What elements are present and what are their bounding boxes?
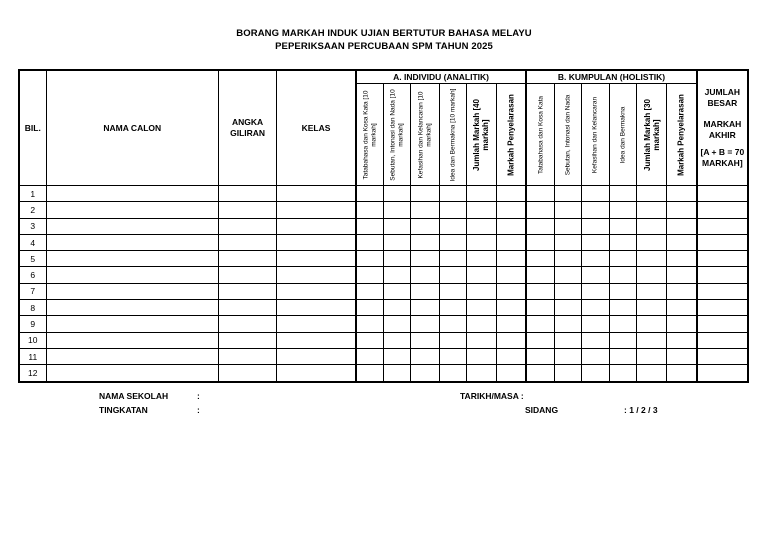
entry-cell[interactable] <box>46 202 218 218</box>
header-b-kefasihan: Kefasihan dan Kelancaran <box>581 84 609 186</box>
entry-cell[interactable] <box>277 218 356 234</box>
entry-cell[interactable] <box>411 365 439 382</box>
table-row <box>19 332 748 348</box>
entry-cell[interactable] <box>581 251 609 267</box>
sidang-label: SIDANG <box>525 405 559 415</box>
tingkatan-colon: : <box>197 405 200 415</box>
entry-cell[interactable] <box>554 348 581 364</box>
entry-cell[interactable] <box>554 218 581 234</box>
entry-cell[interactable] <box>496 202 526 218</box>
entry-cell[interactable] <box>554 186 581 202</box>
entry-cell[interactable] <box>439 186 466 202</box>
entry-cell[interactable] <box>637 234 667 250</box>
entry-cell[interactable] <box>609 316 636 332</box>
entry-cell[interactable] <box>219 202 277 218</box>
header-angka-giliran: ANGKA GILIRAN <box>219 70 277 186</box>
entry-cell[interactable] <box>466 283 496 299</box>
entry-cell[interactable] <box>637 365 667 382</box>
header-a-tatabahasa: Tatabahasa dan Kosa Kata [10 markah] <box>356 84 384 186</box>
entry-cell[interactable] <box>496 348 526 364</box>
entry-cell[interactable] <box>356 348 384 364</box>
entry-cell[interactable] <box>219 251 277 267</box>
entry-cell[interactable] <box>411 218 439 234</box>
entry-cell[interactable] <box>609 267 636 283</box>
entry-cell[interactable] <box>411 300 439 316</box>
entry-cell[interactable] <box>496 365 526 382</box>
header-a-penyelarasan: Markah Penyelarasan <box>496 84 526 186</box>
entry-cell[interactable] <box>466 218 496 234</box>
entry-cell[interactable] <box>554 316 581 332</box>
entry-cell[interactable] <box>526 218 554 234</box>
entry-cell[interactable] <box>496 332 526 348</box>
entry-cell[interactable] <box>46 316 218 332</box>
entry-cell[interactable] <box>697 186 748 202</box>
entry-cell[interactable] <box>609 186 636 202</box>
entry-cell[interactable] <box>581 332 609 348</box>
entry-cell[interactable] <box>466 348 496 364</box>
entry-cell[interactable] <box>466 332 496 348</box>
entry-cell[interactable] <box>667 218 697 234</box>
entry-cell[interactable] <box>496 251 526 267</box>
entry-cell[interactable] <box>554 300 581 316</box>
row-number: 6 <box>19 267 46 283</box>
entry-cell[interactable] <box>637 186 667 202</box>
entry-cell[interactable] <box>526 365 554 382</box>
entry-cell[interactable] <box>384 316 411 332</box>
entry-cell[interactable] <box>609 202 636 218</box>
entry-cell[interactable] <box>697 218 748 234</box>
header-bil: BIL. <box>19 70 46 186</box>
entry-cell[interactable] <box>411 332 439 348</box>
entry-cell[interactable] <box>526 186 554 202</box>
entry-cell[interactable] <box>277 186 356 202</box>
entry-cell[interactable] <box>466 234 496 250</box>
entry-cell[interactable] <box>384 267 411 283</box>
entry-cell[interactable] <box>466 202 496 218</box>
entry-cell[interactable] <box>46 348 218 364</box>
entry-cell[interactable] <box>439 283 466 299</box>
entry-cell[interactable] <box>439 251 466 267</box>
header-b-sebutan: Sebutan, Intonasi dan Nada <box>554 84 581 186</box>
header-b-jumlah: Jumlah Markah [30 markah] <box>637 84 667 186</box>
entry-cell[interactable] <box>526 300 554 316</box>
entry-cell[interactable] <box>667 186 697 202</box>
header-group-individu: A. INDIVIDU (ANALITIK) <box>356 70 526 84</box>
entry-cell[interactable] <box>697 300 748 316</box>
table-row <box>19 186 748 202</box>
entry-cell[interactable] <box>581 348 609 364</box>
entry-cell[interactable] <box>384 283 411 299</box>
row-number: 5 <box>19 251 46 267</box>
entry-cell[interactable] <box>637 316 667 332</box>
entry-cell[interactable] <box>697 332 748 348</box>
row-number: 12 <box>19 365 46 382</box>
table-row <box>19 267 748 283</box>
entry-cell[interactable] <box>581 186 609 202</box>
entry-cell[interactable] <box>439 365 466 382</box>
entry-cell[interactable] <box>356 267 384 283</box>
entry-cell[interactable] <box>609 234 636 250</box>
entry-cell[interactable] <box>697 316 748 332</box>
entry-cell[interactable] <box>609 300 636 316</box>
entry-cell[interactable] <box>609 365 636 382</box>
table-row <box>19 218 748 234</box>
header-a-jumlah: Jumlah Markah [40 markah] <box>466 84 496 186</box>
entry-cell[interactable] <box>609 218 636 234</box>
nama-sekolah-colon: : <box>197 391 200 401</box>
entry-cell[interactable] <box>411 267 439 283</box>
entry-cell[interactable] <box>466 300 496 316</box>
header-a-kefasihan: Kefasihan dan Kelancaran [10 markah] <box>411 84 439 186</box>
entry-cell[interactable] <box>697 365 748 382</box>
entry-cell[interactable] <box>439 316 466 332</box>
table-row <box>19 283 748 299</box>
entry-cell[interactable] <box>277 283 356 299</box>
entry-cell[interactable] <box>46 186 218 202</box>
entry-cell[interactable] <box>46 234 218 250</box>
tarikh-masa-label: TARIKH/MASA : <box>460 391 524 401</box>
entry-cell[interactable] <box>46 267 218 283</box>
entry-cell[interactable] <box>637 218 667 234</box>
entry-cell[interactable] <box>581 202 609 218</box>
header-a-sebutan: Sebutan, Intonasi dan Nada [10 markah] <box>384 84 411 186</box>
entry-cell[interactable] <box>277 365 356 382</box>
entry-cell[interactable] <box>496 234 526 250</box>
entry-cell[interactable] <box>277 332 356 348</box>
entry-cell[interactable] <box>356 202 384 218</box>
row-number: 7 <box>19 283 46 299</box>
entry-cell[interactable] <box>439 234 466 250</box>
entry-cell[interactable] <box>277 251 356 267</box>
entry-cell[interactable] <box>667 283 697 299</box>
header-b-tatabahasa: Tatabahasa dan Kosa Kata <box>526 84 554 186</box>
entry-cell[interactable] <box>356 218 384 234</box>
entry-cell[interactable] <box>219 186 277 202</box>
entry-cell[interactable] <box>466 316 496 332</box>
entry-cell[interactable] <box>439 202 466 218</box>
entry-cell[interactable] <box>219 234 277 250</box>
entry-cell[interactable] <box>356 316 384 332</box>
entry-cell[interactable] <box>581 267 609 283</box>
table-row <box>19 316 748 332</box>
entry-cell[interactable] <box>697 251 748 267</box>
entry-cell[interactable] <box>439 348 466 364</box>
entry-cell[interactable] <box>609 283 636 299</box>
entry-cell[interactable] <box>496 300 526 316</box>
table-row <box>19 365 748 382</box>
entry-cell[interactable] <box>667 365 697 382</box>
entry-cell[interactable] <box>466 251 496 267</box>
header-b-penyelarasan: Markah Penyelarasan <box>667 84 697 186</box>
entry-cell[interactable] <box>581 234 609 250</box>
row-number: 9 <box>19 316 46 332</box>
entry-cell[interactable] <box>554 251 581 267</box>
entry-cell[interactable] <box>526 332 554 348</box>
entry-cell[interactable] <box>411 283 439 299</box>
row-number: 10 <box>19 332 46 348</box>
entry-cell[interactable] <box>697 234 748 250</box>
entry-cell[interactable] <box>277 234 356 250</box>
header-a-idea: Idea dan Bermakna [10 markah] <box>439 84 466 186</box>
entry-cell[interactable] <box>466 365 496 382</box>
entry-cell[interactable] <box>637 251 667 267</box>
entry-cell[interactable] <box>526 251 554 267</box>
marks-table <box>18 69 749 383</box>
entry-cell[interactable] <box>46 332 218 348</box>
entry-cell[interactable] <box>526 316 554 332</box>
header-jumlah-besar: JUMLAH BESAR MARKAH AKHIR [A + B = 70 MARKAH] <box>697 70 748 186</box>
table-row <box>19 234 748 250</box>
row-number: 3 <box>19 218 46 234</box>
row-number: 8 <box>19 300 46 316</box>
entry-cell[interactable] <box>697 267 748 283</box>
entry-cell[interactable] <box>411 234 439 250</box>
entry-cell[interactable] <box>46 251 218 267</box>
entry-cell[interactable] <box>637 300 667 316</box>
entry-cell[interactable] <box>667 234 697 250</box>
entry-cell[interactable] <box>526 202 554 218</box>
entry-cell[interactable] <box>496 283 526 299</box>
row-number: 4 <box>19 234 46 250</box>
entry-cell[interactable] <box>466 267 496 283</box>
entry-cell[interactable] <box>384 332 411 348</box>
entry-cell[interactable] <box>554 332 581 348</box>
entry-cell[interactable] <box>496 316 526 332</box>
header-kelas: KELAS <box>277 70 356 186</box>
entry-cell[interactable] <box>667 251 697 267</box>
entry-cell[interactable] <box>356 365 384 382</box>
nama-sekolah-label: NAMA SEKOLAH <box>99 391 169 401</box>
table-row <box>19 300 748 316</box>
entry-cell[interactable] <box>667 300 697 316</box>
entry-cell[interactable] <box>219 348 277 364</box>
entry-cell[interactable] <box>609 348 636 364</box>
entry-cell[interactable] <box>637 202 667 218</box>
entry-cell[interactable] <box>277 300 356 316</box>
entry-cell[interactable] <box>667 332 697 348</box>
entry-cell[interactable] <box>356 251 384 267</box>
entry-cell[interactable] <box>439 218 466 234</box>
entry-cell[interactable] <box>277 202 356 218</box>
entry-cell[interactable] <box>384 348 411 364</box>
entry-cell[interactable] <box>277 267 356 283</box>
entry-cell[interactable] <box>526 267 554 283</box>
entry-cell[interactable] <box>609 251 636 267</box>
entry-cell[interactable] <box>667 316 697 332</box>
entry-cell[interactable] <box>554 267 581 283</box>
entry-cell[interactable] <box>356 283 384 299</box>
entry-cell[interactable] <box>356 300 384 316</box>
table-body <box>19 186 748 382</box>
entry-cell[interactable] <box>637 332 667 348</box>
entry-cell[interactable] <box>384 218 411 234</box>
entry-cell[interactable] <box>697 202 748 218</box>
entry-cell[interactable] <box>581 365 609 382</box>
entry-cell[interactable] <box>219 283 277 299</box>
entry-cell[interactable] <box>526 348 554 364</box>
entry-cell[interactable] <box>411 348 439 364</box>
entry-cell[interactable] <box>466 186 496 202</box>
entry-cell[interactable] <box>46 218 218 234</box>
entry-cell[interactable] <box>219 365 277 382</box>
entry-cell[interactable] <box>697 283 748 299</box>
entry-cell[interactable] <box>411 186 439 202</box>
entry-cell[interactable] <box>384 186 411 202</box>
entry-cell[interactable] <box>384 202 411 218</box>
entry-cell[interactable] <box>411 202 439 218</box>
entry-cell[interactable] <box>667 202 697 218</box>
entry-cell[interactable] <box>411 316 439 332</box>
sidang-value: : 1 / 2 / 3 <box>624 405 658 415</box>
entry-cell[interactable] <box>496 218 526 234</box>
entry-cell[interactable] <box>554 202 581 218</box>
entry-cell[interactable] <box>637 267 667 283</box>
entry-cell[interactable] <box>46 300 218 316</box>
entry-cell[interactable] <box>219 218 277 234</box>
entry-cell[interactable] <box>439 300 466 316</box>
entry-cell[interactable] <box>384 365 411 382</box>
table-row <box>19 251 748 267</box>
entry-cell[interactable] <box>219 300 277 316</box>
entry-cell[interactable] <box>411 251 439 267</box>
entry-cell[interactable] <box>439 267 466 283</box>
header-nama-calon: NAMA CALON <box>46 70 218 186</box>
entry-cell[interactable] <box>356 234 384 250</box>
entry-cell[interactable] <box>637 348 667 364</box>
entry-cell[interactable] <box>581 300 609 316</box>
row-number: 1 <box>19 186 46 202</box>
entry-cell[interactable] <box>526 234 554 250</box>
row-number: 2 <box>19 202 46 218</box>
entry-cell[interactable] <box>46 283 218 299</box>
entry-cell[interactable] <box>384 234 411 250</box>
table-row <box>19 202 748 218</box>
entry-cell[interactable] <box>356 186 384 202</box>
entry-cell[interactable] <box>46 365 218 382</box>
entry-cell[interactable] <box>609 332 636 348</box>
entry-cell[interactable] <box>667 348 697 364</box>
entry-cell[interactable] <box>697 348 748 364</box>
entry-cell[interactable] <box>526 283 554 299</box>
entry-cell[interactable] <box>356 332 384 348</box>
entry-cell[interactable] <box>581 218 609 234</box>
entry-cell[interactable] <box>277 316 356 332</box>
entry-cell[interactable] <box>219 267 277 283</box>
entry-cell[interactable] <box>496 267 526 283</box>
entry-cell[interactable] <box>637 283 667 299</box>
header-b-idea: Idea dan Bermakna <box>609 84 636 186</box>
entry-cell[interactable] <box>496 186 526 202</box>
table-row <box>19 348 748 364</box>
entry-cell[interactable] <box>384 300 411 316</box>
entry-cell[interactable] <box>439 332 466 348</box>
tingkatan-label: TINGKATAN <box>99 405 148 415</box>
form-subtitle: PEPERIKSAAN PERCUBAAN SPM TAHUN 2025 <box>275 41 493 52</box>
entry-cell[interactable] <box>667 267 697 283</box>
entry-cell[interactable] <box>219 316 277 332</box>
entry-cell[interactable] <box>554 365 581 382</box>
row-number: 11 <box>19 348 46 364</box>
entry-cell[interactable] <box>277 348 356 364</box>
entry-cell[interactable] <box>581 283 609 299</box>
entry-cell[interactable] <box>554 283 581 299</box>
entry-cell[interactable] <box>384 251 411 267</box>
entry-cell[interactable] <box>581 316 609 332</box>
entry-cell[interactable] <box>554 234 581 250</box>
form-title: BORANG MARKAH INDUK UJIAN BERTUTUR BAHASA MELAYU <box>236 28 532 39</box>
header-group-kumpulan: B. KUMPULAN (HOLISTIK) <box>526 70 696 84</box>
entry-cell[interactable] <box>219 332 277 348</box>
